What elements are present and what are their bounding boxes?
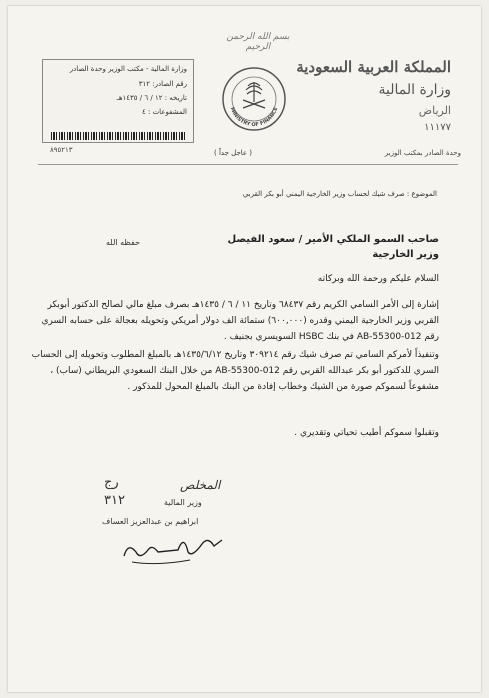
minister-name: ابراهيم بن عبدالعزيز العساف: [102, 517, 199, 526]
addressee-name: صاحب السمو الملكي الأمير / سعود الفيصل: [227, 234, 439, 245]
barcode-number: ٨٩٥٢١٣: [50, 146, 73, 154]
ministry-seal-icon: [221, 66, 287, 132]
kingdom-name: المملكة العربية السعودية: [296, 58, 451, 76]
paragraph-execution: وتنفيذاً لأمركم السامي تم صرف شيك رقم ٣٠٩٢١٤ وتاريخ ١٤٣٥/٦/١٢هـ بالمبلغ المطلوب وتحويله إلى الحساب السري للدكتور أبو بكر عبدالله القربي رقم 012-55300-AB من خلال البنك السعودي البريطاني (ساب) ، مشفوعاً لسموكم صورة من الشيك وخطاب إفادة من البنك بالمبلغ المحول للمذكور .: [31, 350, 439, 392]
outgoing-stamp: [42, 59, 194, 143]
honorific: حفظه الله: [106, 238, 140, 247]
stamp-number: رقم الصادر: ٣١٢: [138, 80, 187, 88]
letter-page: [8, 6, 481, 692]
handwritten-reference: [104, 474, 125, 510]
urgent-label: ( عاجل جداً ): [214, 149, 253, 157]
reference-line-2: ٣١٢: [104, 493, 125, 508]
basmala-header: بسم الله الرحمن الرحيم: [226, 32, 290, 52]
reference-line-1: رج: [104, 475, 119, 490]
ministry-name: وزارة المالية: [378, 82, 451, 98]
closing-line: وتقبلوا سموكم أطيب تحياتي وتقديري .: [294, 428, 439, 438]
greeting: السلام عليكم ورحمة الله وبركاته: [317, 274, 439, 284]
stamp-date: تاريخه : ١٢ / ٦ / ١٤٣٥هـ: [116, 94, 187, 102]
letter-subject: الموضوع : صرف شيك لحساب وزير الخارجية اليمني أبو بكر القربي: [242, 190, 437, 198]
signature-title: المخلص: [180, 478, 221, 492]
stamp-office: وزارة المالية - مكتب الوزير وحدة الصادر: [69, 65, 187, 73]
barcode: [51, 132, 185, 140]
paragraph-request: إشارة إلى الأمر السامي الكريم رقم ٦٨٤٣٧ وتاريخ ١١ / ٦ / ١٤٣٥هـ بصرف مبلغ مالي لصالح الدكتور أبوبكر القربي وزير الخارجية اليمني وقدره (٦٠٠,٠٠٠) ستمائة الف دولار أمريكي وتحويله بعجالة على حسابه السري رقم 012-55300-AB في بنك HSBC السويسري بجنيف .: [41, 300, 439, 342]
divider: [38, 164, 458, 165]
seal-text: MINISTRY OF FINANCE: [228, 106, 280, 129]
postal-code: ١١١٧٧: [424, 122, 451, 133]
stamp-attachments: المشفوعات : ٤: [142, 108, 187, 116]
handwritten-signature-icon: [118, 522, 228, 568]
minister-title: وزير المالية: [164, 498, 202, 507]
addressee-title: وزير الخارجية: [372, 249, 439, 260]
issuing-unit: وحدة الصادر بمكتب الوزير: [384, 149, 461, 157]
city-name: الرياض: [418, 104, 451, 117]
